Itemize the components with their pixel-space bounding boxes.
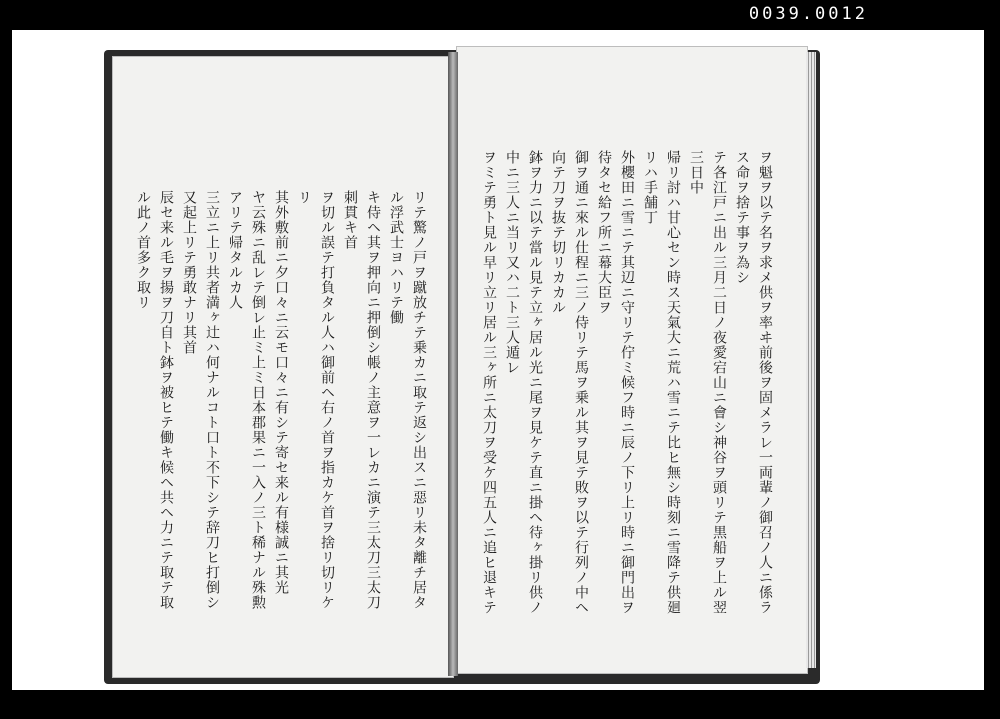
page-edges (806, 52, 816, 668)
text-column: ヲミテ勇ト見ル早リ立リ居ル三ヶ所ニ太刀ヲ受ケ四五人ニ追ヒ退キテ (481, 150, 497, 615)
text-column: 其外敷前ニ夕口々ニ云モ口々ニ有シテ寄セ来ル有様誠ニ其光 (273, 190, 289, 595)
text-column: 帰リ討ハ甘心セン時ス天氣大ニ荒ハ雪ニテ比ヒ無シ時刻ニ雪降テ供廻リハ手舗丁 (642, 150, 681, 615)
text-column: ヤ云殊ニ乱レテ倒レ止ミ上ミ日本郡果ニ一入ノ三ト稀ナル殊勲アリテ帰タルカ人 (227, 190, 266, 610)
text-column (128, 190, 131, 610)
text-column: 辰セ来ル毛ヲ揚ヲ刀自ト鉢ヲ被ヒテ働キ候ヘ共ヘ力ニテ取テ取ル此ノ首多ク取リ (135, 190, 174, 610)
text-column: 三立ニ上リ共者満ヶ辻ハ何ナルコト口ト不下シテ辞刀ヒ打倒シ又起上リテ勇敢ナリ其首 (181, 190, 220, 610)
book-gutter (448, 52, 458, 676)
left-page-text (128, 190, 430, 610)
text-column: 外櫻田ニ雪ニテ其辺ニ守リテ佇ミ候フ時ニ辰ノ下リ上リ時ニ御門出ヲ待タセ給フ所ニ幕大臣ヲ (596, 150, 635, 615)
frame-number: 0039.0012 (748, 4, 868, 24)
text-column: 鉢ヲ力ニ以テ當ル見テ立ヶ居ル光ニ尾ヲ見ケテ直ニ掛ヘ待ヶ掛リ供ノ中ニ三人ニ当リ又ハ二ト三人遁レ (504, 150, 543, 615)
text-column: ヲ切ル誤テ打負タル人ハ御前ヘ右ノ首ヲ指カケ首ヲ捨リ切リケリ (296, 190, 335, 610)
text-column: リテ驚ノ戸ヲ蹴放チテ乗カニ取テ返シ出スニ惡リ未タ離チ居タル浮武士ヨハリテ働 (388, 190, 427, 610)
right-page-text (476, 150, 776, 620)
text-column: テ各江戸ニ出ル三月二日ノ夜愛宕山ニ會シ神谷ヲ頭リテ黒船ヲ上ル翌三日中 (688, 150, 727, 615)
text-column: キ侍ヘ其ヲ押向ニ押倒シ帳ノ主意ヲ一レカニ演テ三太刀三太刀刺貫キ首 (342, 190, 381, 610)
text-column: ヲ魁ヲ以テ名ヲ求メ供ヲ率ヰ前後ヲ固メラレ一両輩ノ御召ノ人ニ係ラス命ヲ捨テ事ヲ為シ (734, 150, 773, 615)
text-column: 御ヲ通ニ來ル仕程ニ三ノ侍リテ馬ヲ乗ル其ヲ見テ敗ヲ以テ行列ノ中ヘ向テ刀ヲ抜テ切リカカル (550, 150, 589, 615)
